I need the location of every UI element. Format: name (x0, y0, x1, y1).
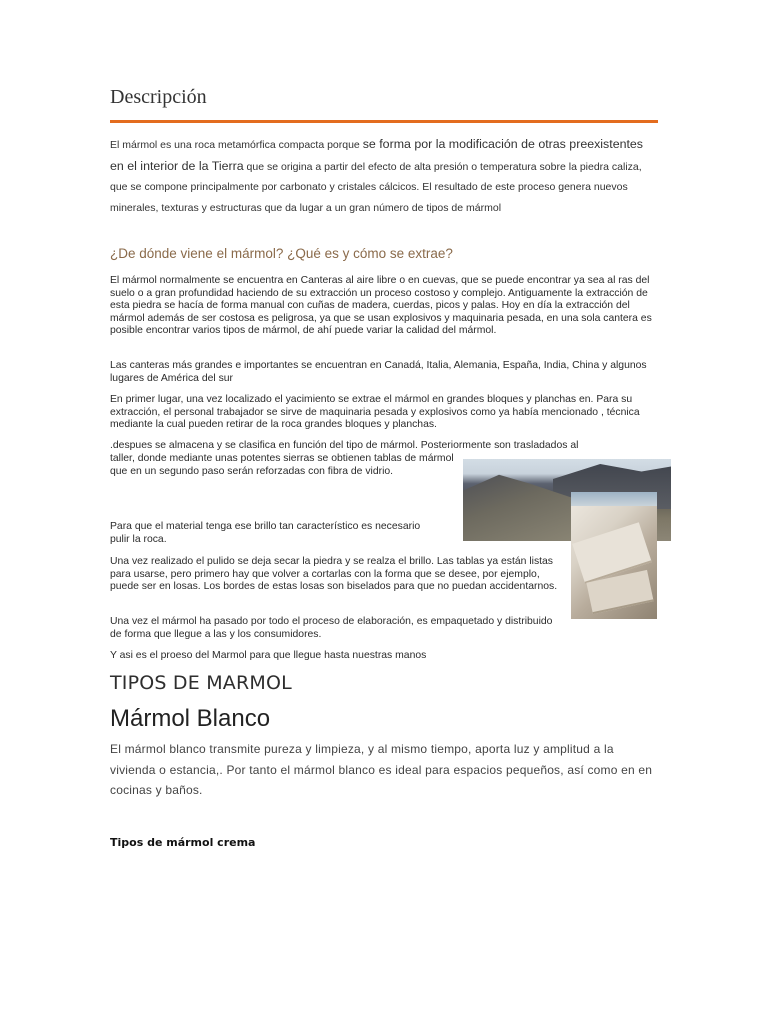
orange-divider (110, 120, 658, 123)
paragraph-clasificacion-line1: .despues se almacena y se clasifica en función del tipo de mármol. Posteriormente son trasladados al (110, 440, 579, 451)
subheading-origen: ¿De dónde viene el mármol? ¿Qué es y cómo se extrae? (110, 246, 453, 261)
marmol-blanco-text: El mármol blanco transmite pureza y limpieza, y al mismo tiempo, aporta luz y amplitud a la vivienda o estancia,. Por tanto el mármol blanco es ideal para espacios pequeños, así como en en cocinas y baños. (110, 742, 653, 797)
tipos-heading: TIPOS DE MARMOL (110, 672, 292, 694)
marble-blocks-photo (571, 492, 657, 619)
paragraph-canteras: El mármol normalmente se encuentra en Canteras al aire libre o en cuevas, que se puede encontrar ya sea al ras del suelo o a gran profundidad haciendo de su extracción un proceso costoso y complejo. Antiguamente la extracción de esta piedra se hacía de forma manual con cuñas de madera, cuerdas, picos y palas. Hoy en día la extracción del mármol además de ser costosa es peligrosa, ya que se usan explosivos y maquinaria pesada, en una sola cantera es posible encontrar varios tipos de mármol, de ahí puede variar la calidad del mármol. (110, 275, 652, 337)
paragraph-extraccion: En primer lugar, una vez localizado el yacimiento se extrae el mármol en grandes bloques y planchas en. Para su extracción, el personal trabajador se sirve de maquinaria pesada y explosivos como ya había mencionado , técnica mediante la cual pueden retirar de la roca grandes bloques y planchas. (110, 394, 640, 431)
paragraph-paises: Las canteras más grandes e importantes se encuentran en Canadá, Italia, Alemania, España, India, China y algunos lugares de América del sur (110, 360, 647, 384)
intro-text-emphasis: se forma por la modificación de otras preexistentes en el interior de la Tierra (110, 137, 644, 173)
intro-text-start: El mármol es una roca metamórfica compacta porque (110, 139, 363, 151)
paragraph-pulido: Para que el material tenga ese brillo tan característico es necesario pulir la roca. (110, 521, 421, 545)
paragraph-empaquetado: Una vez el mármol ha pasado por todo el proceso de elaboración, es empaquetado y distribuido de forma que llegue a las y los consumidores. (110, 616, 553, 640)
intro-text-end: que se origina a partir del efecto de alta presión o temperatura sobre la piedra caliza, que se compone principalmente por carbonato y cristales cálcicos. El resultado de este proceso genera nuevos minerales, texturas y estructuras que da lugar a un gran número de tipos de mármol (110, 160, 642, 214)
intro-paragraph (110, 134, 658, 218)
paragraph-secado: Una vez realizado el pulido se deja secar la piedra y se realza el brillo. Las tablas ya están listas para usarse, pero primero hay que volver a cortarlas con la forma que se desee, por ejemplo, puede ser en losas. Los bordes de estas losas son biselados para que no puedan accidentarnos. (110, 556, 558, 593)
paragraph-clasificacion-rest: taller, donde mediante unas potentes sierras se obtienen tablas de mármol que en un segundo paso serán reforzadas con fibra de vidrio. (110, 453, 454, 477)
section-heading-descripcion: Descripción (110, 86, 207, 108)
marmol-blanco-title: Mármol Blanco (110, 705, 271, 732)
crema-heading: Tipos de mármol crema (110, 836, 256, 849)
paragraph-conclusion: Y asi es el proeso del Marmol para que llegue hasta nuestras manos (110, 650, 427, 661)
